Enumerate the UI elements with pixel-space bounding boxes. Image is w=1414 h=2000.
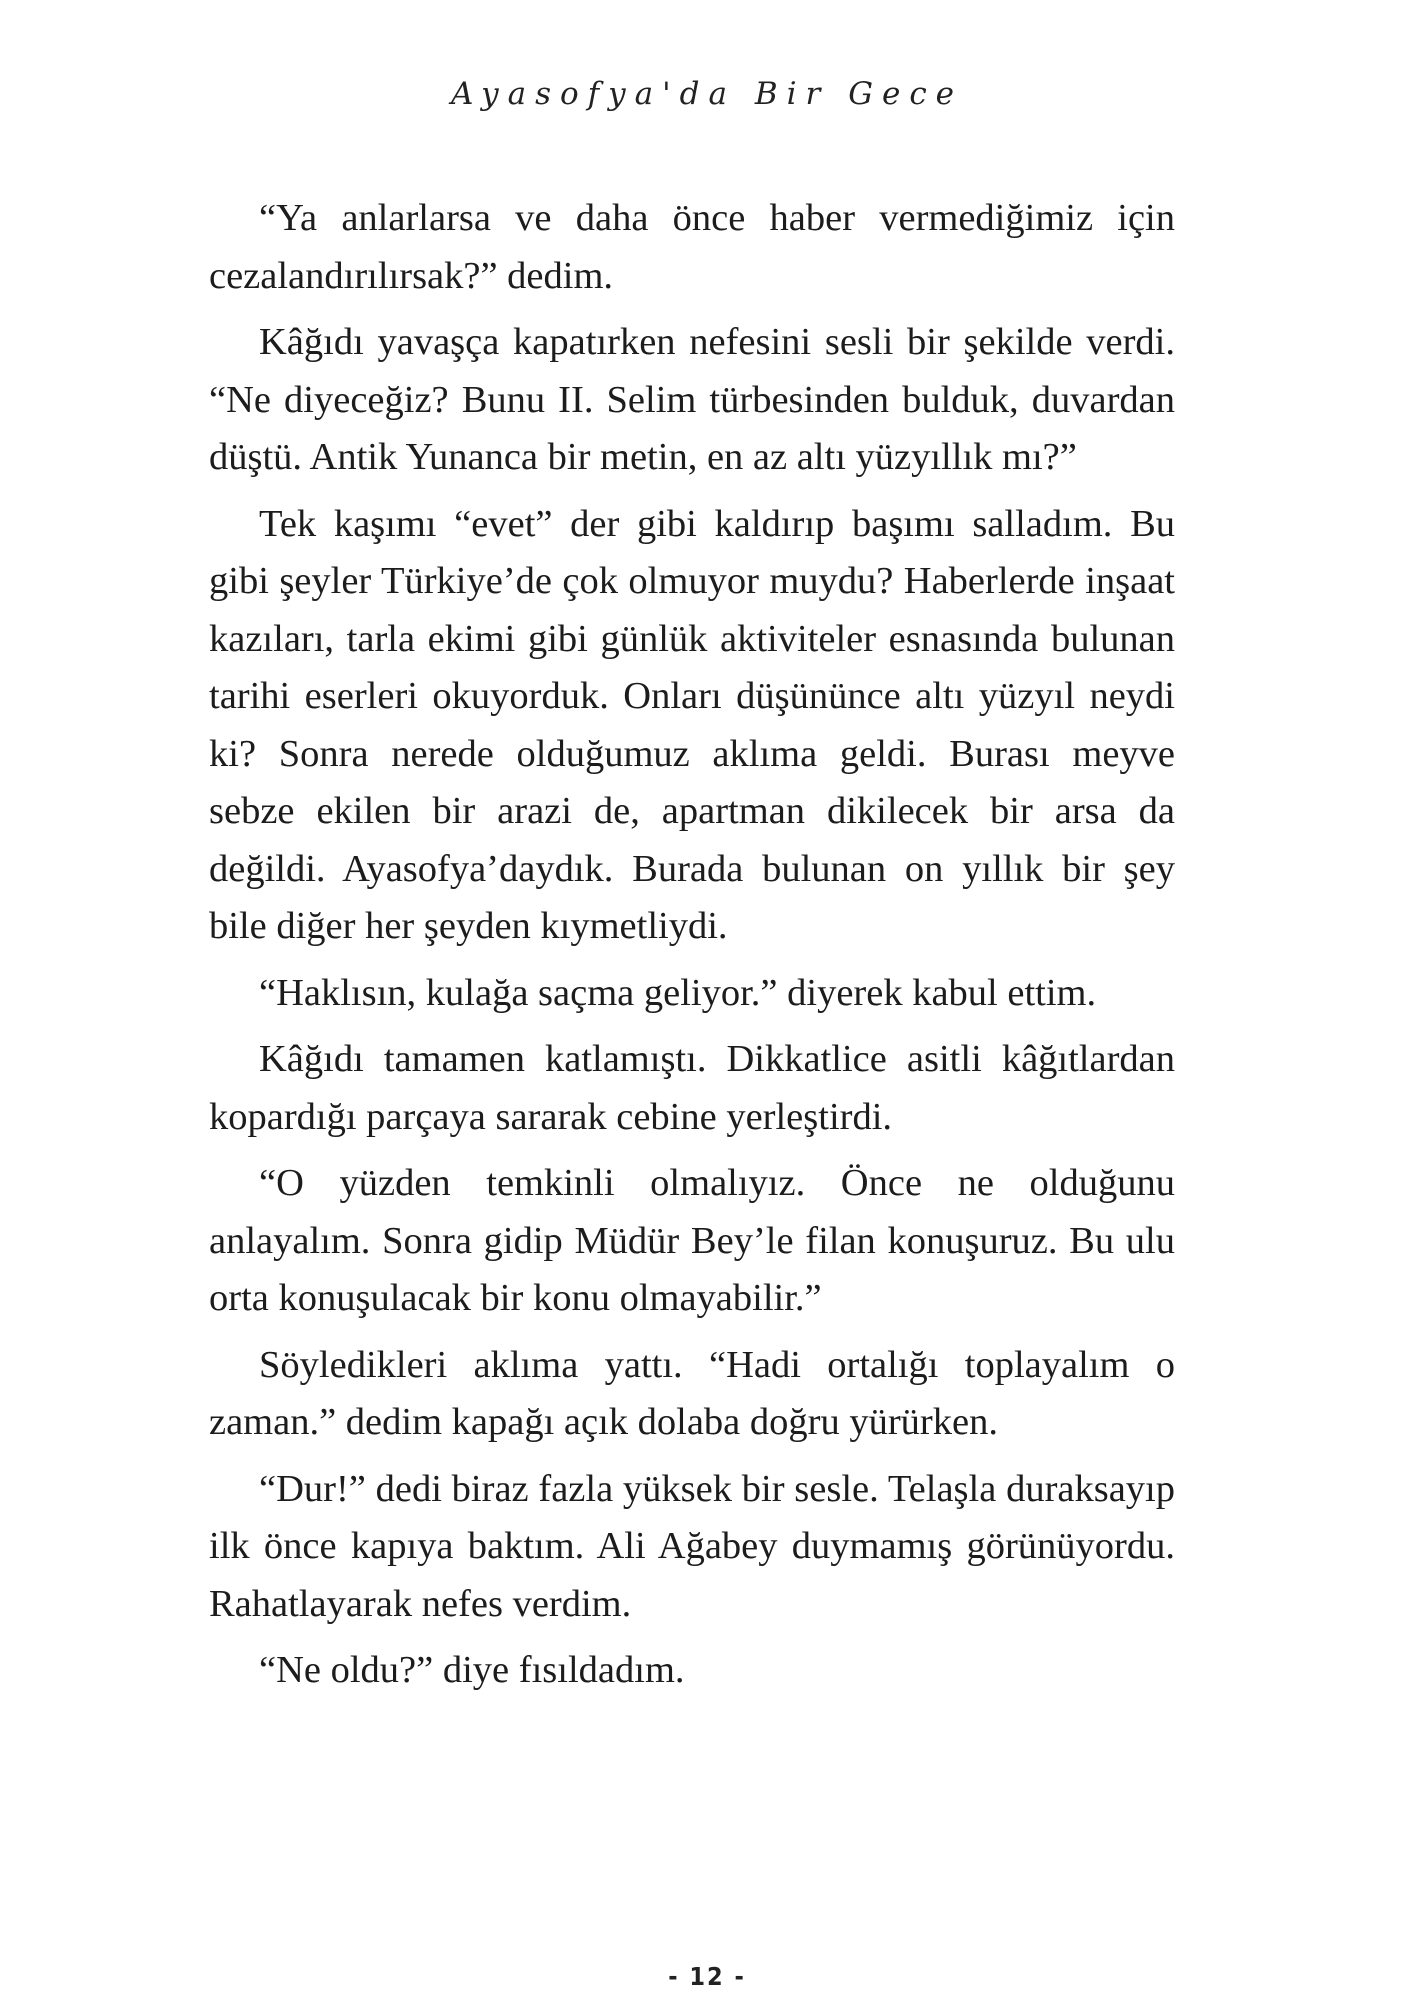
paragraph: “Ya anlarlarsa ve daha önce haber vermediğimiz için cezalandırılırsak?” dedim. (209, 197, 1175, 297)
running-head: Ayasofya'da Bir Gece (450, 76, 964, 112)
body-text (209, 190, 1175, 1709)
paragraph: “O yüzden temkinli olmalıyız. Önce ne olduğunu anlayalım. Sonra gidip Müdür Bey’le filan konuşuruz. Bu ulu orta konuşulacak bir konu olmayabilir.” (209, 1162, 1175, 1319)
paragraph: Söyledikleri aklıma yattı. “Hadi ortalığı toplayalım o zaman.” dedim kapağı açık dolaba doğru yürürken. (209, 1343, 1175, 1443)
paragraph: “Dur!” dedi biraz fazla yüksek bir sesle. Telaşla duraksayıp ilk önce kapıya baktım. Ali Ağabey duymamış görünüyordu. Rahatlayarak nefes verdim. (209, 1467, 1175, 1625)
paragraph: Kâğıdı tamamen katlamıştı. Dikkatlice asitli kâğıtlardan kopardığı parçaya sararak cebine yerleştirdi. (209, 1038, 1175, 1138)
page-number: - 12 - (668, 1962, 746, 1991)
paragraph: Kâğıdı yavaşça kapatırken nefesini sesli bir şekilde verdi. “Ne diyeceğiz? Bunu II. Selim türbesinden bulduk, duvardan düştü. Antik Yunanca bir metin, en az altı yüzyıllık mı?” (209, 321, 1175, 478)
paragraph: “Haklısın, kulağa saçma geliyor.” diyerek kabul ettim. (259, 971, 1097, 1014)
paragraph: “Ne oldu?” diye fısıldadım. (259, 1649, 685, 1691)
paragraph: Tek kaşımı “evet” der gibi kaldırıp başımı salladım. Bu gibi şeyler Türkiye’de çok olmuyor muydu? Haberlerde inşaat kazıları, tarla ekimi gibi günlük aktiviteler esnasında bulunan tarihi eserleri okuyorduk. Onları düşününce altı yüzyıl neydi ki? Sonra nerede olduğumuz aklıma geldi. Burası meyve sebze ekilen bir arazi de, apartman dikilecek bir arsa da değildi. Ayasofya’daydık. Burada bulunan on yıllık bir şey bile diğer her şeyden kıymetliydi. (209, 502, 1175, 947)
